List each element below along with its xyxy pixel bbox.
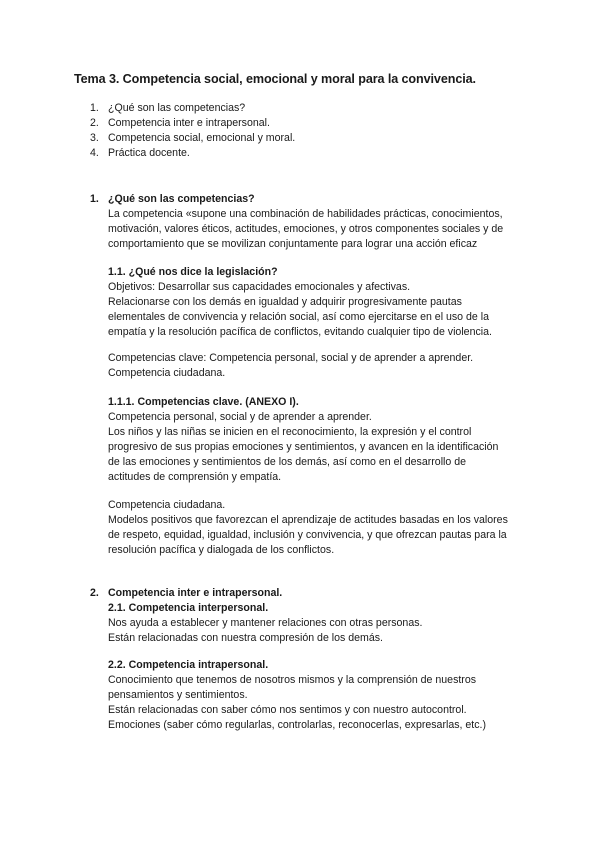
subsection-1-1 [108,265,548,340]
toc-number: 3. [90,132,99,144]
subsection-1-1-1 [108,395,548,485]
toc-item [90,101,295,116]
paragraph-line: actitudes de comprensión y empatía. [108,471,282,483]
toc-number: 4. [90,147,99,159]
paragraph-line: de las emociones y sentimientos de los demás, así como en el desarrollo de [108,456,467,468]
subsection-title: 2.1. Competencia interpersonal. [108,602,269,614]
subsection-2-1 [108,601,548,646]
paragraph-line: pensamientos y sentimientos. [108,689,248,701]
paragraph-line: empatía y la resolución pacífica de conflictos, evitando cualquier tipo de violencia. [108,326,492,338]
table-of-contents [90,101,295,161]
document-title: Tema 3. Competencia social, emocional y moral para la convivencia. [74,72,476,86]
paragraph-line: Modelos positivos que favorezcan el aprendizaje de actitudes basadas en los valores [108,514,508,526]
section-title: ¿Qué son las competencias? [108,193,255,205]
paragraph-line: Los niños y las niñas se inicien en el reconocimiento, la expresión y el control [108,426,472,438]
paragraph-line: Competencia ciudadana. [108,367,226,379]
paragraph-line: elementales de convivencia y relación social, así como ejercitarse en el uso de la [108,311,489,323]
paragraph-line: Relacionarse con los demás en igualdad y adquirir progresivamente pautas [108,296,462,308]
paragraph-line: Competencia personal, social y de aprender a aprender. [108,411,372,423]
section-number: 2. [90,587,99,599]
paragraph-line: Competencia ciudadana. [108,499,226,511]
section-1-heading [90,192,255,207]
paragraph-line: Emociones (saber cómo regularlas, controlarlas, reconocerlas, expresarlas, etc.) [108,719,487,731]
toc-number: 2. [90,117,99,129]
paragraph-line: Competencias clave: Competencia personal, social y de aprender a aprender. [108,352,474,364]
section-number: 1. [90,193,99,205]
subsection-2-2 [108,658,548,733]
toc-item [90,116,295,131]
paragraph-line: de respeto, equidad, igualdad, inclusión y convivencia, y que ofrezcan pautas para la [108,529,507,541]
section-title: Competencia inter e intrapersonal. [108,587,283,599]
toc-item [90,131,295,146]
toc-item [90,146,295,161]
paragraph-line: comportamiento que se movilizan conjuntamente para lograr una acción eficaz [108,238,478,250]
toc-label: Práctica docente. [108,147,190,159]
paragraph-line: motivación, valores éticos, actitudes, emociones, y otros componentes sociales y de [108,223,504,235]
paragraph-line: Están relacionadas con saber cómo nos sentimos y con nuestro autocontrol. [108,704,467,716]
subsection-title: 1.1.1. Competencias clave. (ANEXO I). [108,396,299,408]
competencias-clave-paragraph [108,351,548,381]
paragraph-line: resolución pacífica y dialogada de los conflictos. [108,544,335,556]
competencia-ciudadana-paragraph [108,498,548,558]
section-2-heading [90,586,282,601]
toc-label: Competencia social, emocional y moral. [108,132,296,144]
paragraph-line: La competencia «supone una combinación de habilidades prácticas, conocimientos, [108,208,503,220]
paragraph-line: Objetivos: Desarrollar sus capacidades emocionales y afectivas. [108,281,411,293]
paragraph-line: Nos ayuda a establecer y mantener relaciones con otras personas. [108,617,423,629]
subsection-title: 1.1. ¿Qué nos dice la legislación? [108,266,278,278]
toc-number: 1. [90,102,99,114]
paragraph-line: Están relacionadas con nuestra compresión de los demás. [108,632,384,644]
toc-label: ¿Qué son las competencias? [108,102,246,114]
section-1-body [108,207,548,252]
toc-label: Competencia inter e intrapersonal. [108,117,270,129]
paragraph-line: Conocimiento que tenemos de nosotros mismos y la comprensión de nuestros [108,674,477,686]
paragraph-line: progresivo de sus propias emociones y sentimientos, y avancen en la identificación [108,441,499,453]
subsection-title: 2.2. Competencia intrapersonal. [108,659,269,671]
